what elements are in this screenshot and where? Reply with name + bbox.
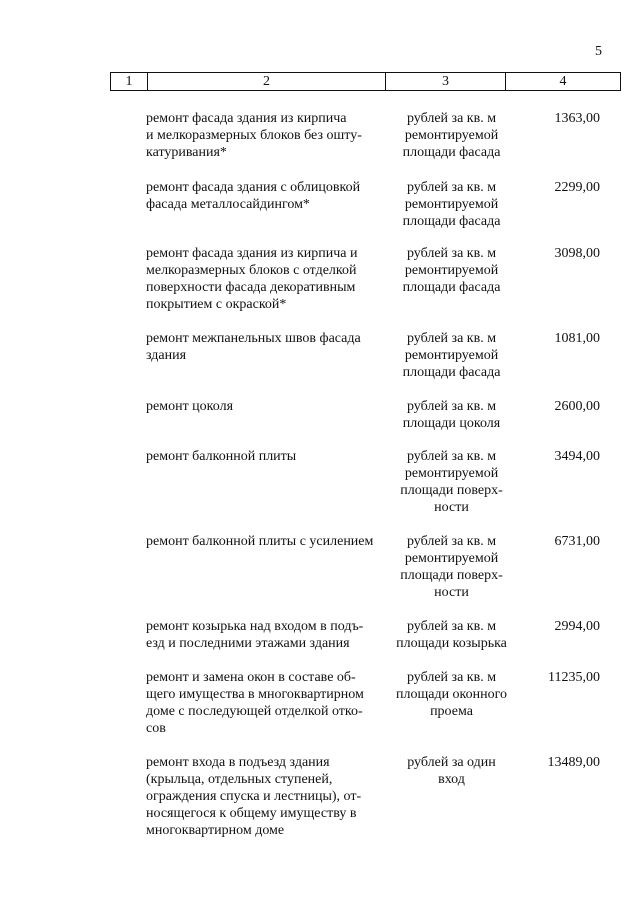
row-unit: рублей за кв. м площади цоколя (402, 399, 501, 431)
row-unit: рублей за кв. м площади оконного проема (395, 670, 508, 719)
row-unit: рублей за кв. м ремонтируемой площади поверх- ности (400, 534, 503, 600)
row-value: 2994,00 (554, 619, 600, 634)
page-number: 5 (595, 44, 602, 59)
row-description: ремонт балконной плиты с усилением (146, 534, 374, 549)
row-value: 3098,00 (554, 246, 600, 261)
header-col-1: 1 (111, 73, 148, 90)
header-col-3: 3 (386, 73, 506, 90)
row-description: ремонт и замена окон в составе об- щего имущества в многоквартирном доме с последующей отделкой отко- сов (146, 670, 364, 736)
row-value: 1081,00 (554, 331, 600, 346)
row-value: 2600,00 (554, 399, 600, 414)
row-description: ремонт входа в подъезд здания (крыльца, отдельных ступеней, ограждения спуска и лестницы), от- носящегося к общему имуществу в многоквартирном доме (146, 755, 362, 838)
row-description: ремонт фасада здания с облицовкой фасада металлосайдингом* (146, 180, 361, 212)
header-col-2: 2 (148, 73, 386, 90)
row-description: ремонт межпанельных швов фасада здания (146, 331, 361, 363)
header-col-4: 4 (559, 74, 567, 89)
row-value: 1363,00 (554, 111, 600, 126)
table-header (110, 72, 621, 91)
row-value: 6731,00 (554, 534, 600, 549)
row-value: 11235,00 (548, 670, 600, 685)
row-description: ремонт фасада здания из кирпича и мелкоразмерных блоков с отделкой поверхности фасада декоративным покрытием с окраской* (146, 246, 358, 312)
row-value: 13489,00 (547, 755, 600, 770)
row-description: ремонт цоколя (146, 399, 234, 414)
row-value: 2299,00 (554, 180, 600, 195)
row-unit: рублей за кв. м ремонтируемой площади фасада (402, 331, 501, 380)
row-description: ремонт балконной плиты (146, 449, 297, 464)
row-description: ремонт фасада здания из кирпича и мелкоразмерных блоков без ошту- катуривания* (146, 111, 362, 160)
row-unit: рублей за кв. м ремонтируемой площади поверх- ности (400, 449, 503, 515)
row-description: ремонт козырька над входом в подъ- езд и последними этажами здания (146, 619, 364, 651)
row-unit: рублей за кв. м ремонтируемой площади фасада (402, 246, 501, 295)
row-unit: рублей за кв. м ремонтируемой площади фасада (402, 180, 501, 229)
row-unit: рублей за один вход (407, 755, 496, 787)
row-value: 3494,00 (554, 449, 600, 464)
row-unit: рублей за кв. м ремонтируемой площади фасада (402, 111, 501, 160)
row-unit: рублей за кв. м площади козырька (396, 619, 507, 651)
